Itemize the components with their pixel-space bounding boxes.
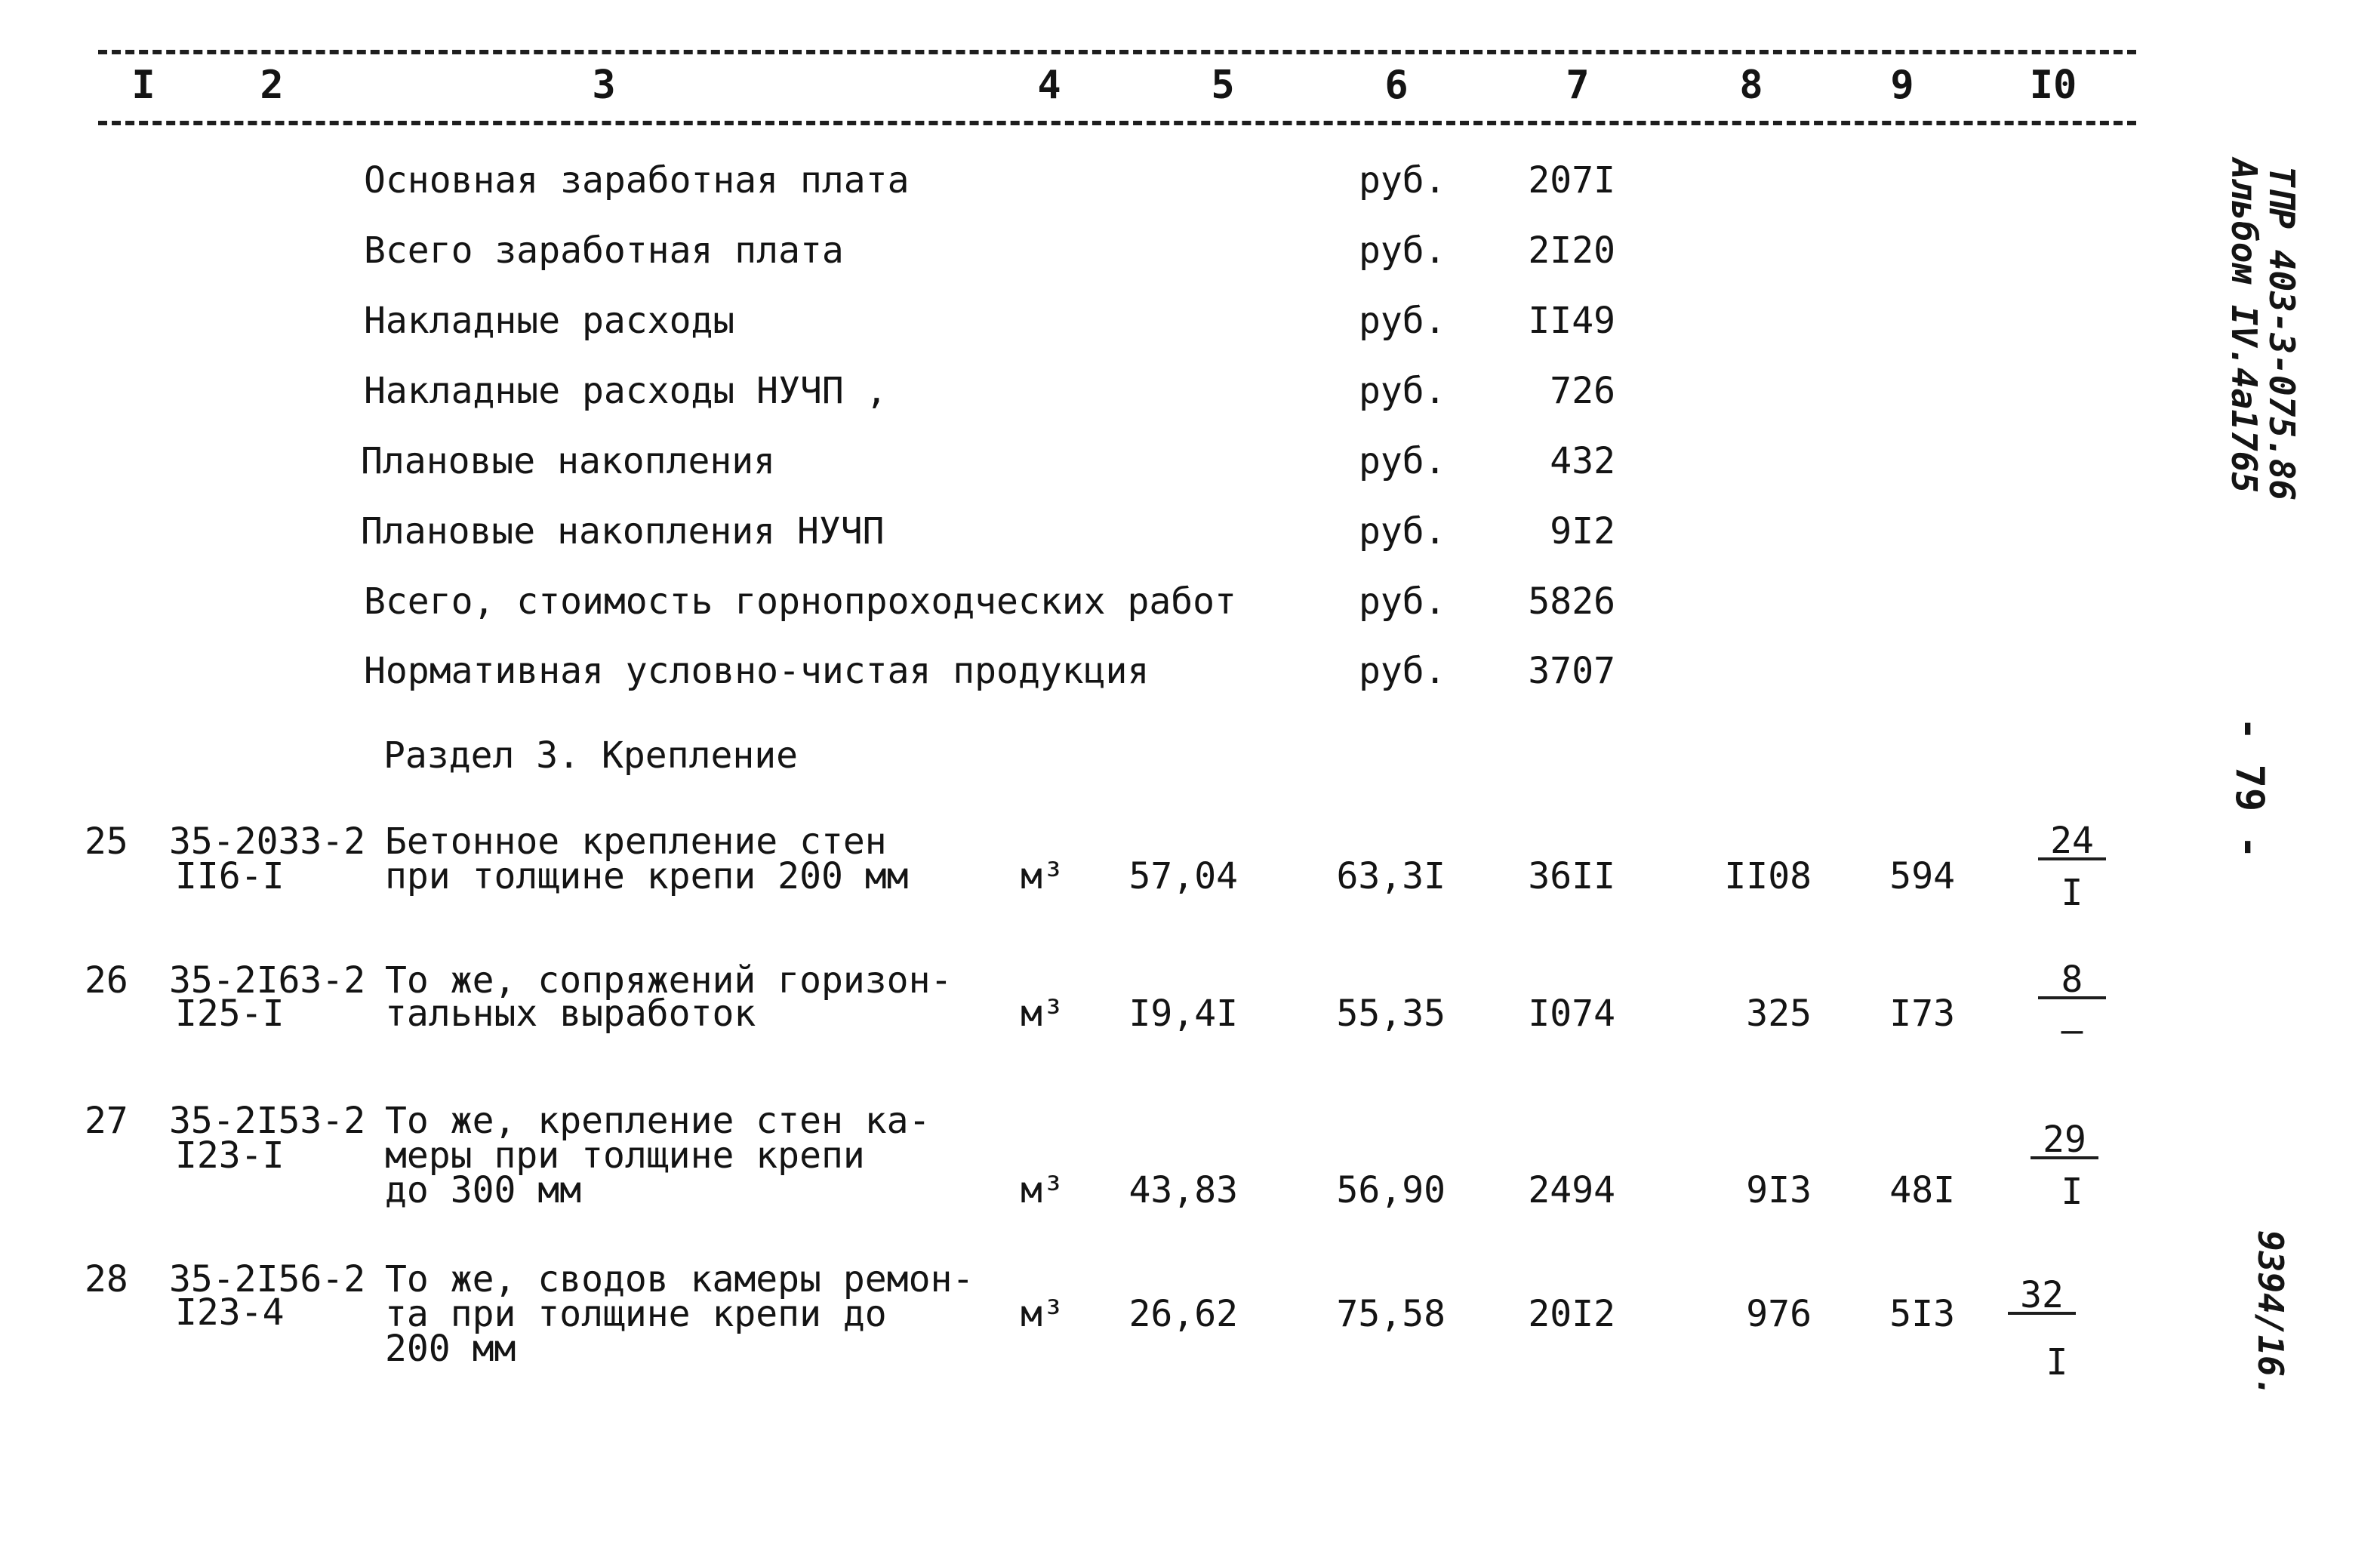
row-description-line: меры при толщине крепи [385, 1134, 865, 1177]
row-unit: м³ [1021, 993, 1064, 1035]
row-col7: I074 [1528, 993, 1615, 1035]
summary-value: 3707 [1528, 650, 1615, 692]
row-code-primary: 35-2033-2 [169, 820, 366, 863]
row-col5: 43,83 [1128, 1169, 1238, 1211]
column-header-4: 4 [1037, 63, 1061, 108]
row-col10-denominator: – [2061, 1009, 2083, 1051]
row-description-line: Бетонное крепление стен [385, 820, 887, 863]
summary-value: 2I20 [1528, 229, 1615, 272]
row-col10-denominator: I [2046, 1341, 2068, 1383]
row-code-secondary: I23-I [175, 1134, 285, 1177]
row-description-line: То же, крепление стен ка- [385, 1100, 931, 1142]
row-code-secondary: I23-4 [175, 1291, 285, 1334]
summary-value: 726 [1550, 370, 1615, 412]
row-col10-numerator: 29 [2031, 1123, 2098, 1159]
summary-label: Всего заработная плата [364, 229, 844, 272]
row-col6: 56,90 [1336, 1169, 1446, 1211]
row-col9: 48I [1889, 1169, 1955, 1211]
row-col5: 57,04 [1128, 855, 1238, 897]
row-code-secondary: II6-I [175, 855, 285, 897]
row-col7: 36II [1528, 855, 1615, 897]
summary-unit: руб. [1359, 229, 1446, 272]
summary-unit: руб. [1359, 370, 1446, 412]
row-col8: 9I3 [1746, 1169, 1812, 1211]
row-col6: 75,58 [1336, 1293, 1446, 1335]
summary-unit: руб. [1359, 580, 1446, 623]
row-unit: м³ [1021, 1293, 1064, 1335]
row-description-line: та при толщине крепи до [385, 1293, 887, 1335]
summary-label: Плановые накопления НУЧП [361, 510, 885, 552]
column-header-6: 6 [1384, 63, 1409, 108]
row-col10-numerator: 8 [2038, 963, 2106, 999]
page-number: - 79 - [2227, 717, 2272, 859]
stamp-line-1: ТПР 403-3-075.86 [2261, 166, 2302, 501]
header-bottom-rule [98, 121, 2136, 125]
summary-value: 9I2 [1550, 510, 1615, 552]
summary-unit: руб. [1359, 300, 1446, 342]
row-number: 27 [85, 1100, 128, 1142]
summary-label: Всего, стоимость горнопроходческих работ [364, 580, 1236, 623]
row-code-primary: 35-2I53-2 [169, 1100, 366, 1142]
row-description-line: То же, сводов камеры ремон- [385, 1258, 974, 1300]
summary-value: 432 [1550, 440, 1615, 482]
column-header-9: 9 [1890, 63, 1914, 108]
row-col10-numerator: 24 [2038, 824, 2106, 860]
row-col7: 20I2 [1528, 1293, 1615, 1335]
row-code-primary: 35-2I63-2 [169, 959, 366, 1002]
summary-value: 207I [1528, 159, 1615, 202]
column-header-8: 8 [1739, 63, 1763, 108]
row-code-primary: 35-2I56-2 [169, 1258, 366, 1300]
row-col8: II08 [1724, 855, 1812, 897]
summary-label: Накладные расходы [364, 300, 735, 342]
summary-label: Нормативная условно-чистая продукция [364, 650, 1150, 692]
row-code-secondary: I25-I [175, 993, 285, 1035]
summary-value: II49 [1528, 300, 1615, 342]
summary-label: Плановые накопления [361, 440, 776, 482]
summary-value: 5826 [1528, 580, 1615, 623]
row-description-line: до 300 мм [385, 1169, 582, 1211]
row-unit: м³ [1021, 1169, 1064, 1211]
summary-unit: руб. [1359, 510, 1446, 552]
summary-label: Накладные расходы НУЧП , [364, 370, 888, 412]
row-col5: 26,62 [1128, 1293, 1238, 1335]
column-header-3: 3 [592, 63, 616, 108]
row-col7: 2494 [1528, 1169, 1615, 1211]
row-col6: 55,35 [1336, 993, 1446, 1035]
inventory-number: 9394/16. [2250, 1230, 2291, 1398]
row-description-line: тальных выработок [385, 993, 756, 1035]
row-description-line: То же, сопряжений горизон- [385, 959, 953, 1002]
row-number: 25 [85, 820, 128, 863]
row-col8: 325 [1746, 993, 1812, 1035]
stamp-line-2: Альбом IV.4a1765 [2224, 159, 2265, 494]
summary-unit: руб. [1359, 650, 1446, 692]
column-header-2: 2 [260, 63, 284, 108]
row-col6: 63,3I [1336, 855, 1446, 897]
row-description-line: при толщине крепи 200 мм [385, 855, 909, 897]
summary-unit: руб. [1359, 159, 1446, 202]
row-col10-denominator: I [2061, 872, 2083, 914]
column-header-10: I0 [2029, 63, 2077, 108]
row-col10-denominator: I [2061, 1171, 2083, 1213]
section-title: Раздел 3. Крепление [383, 734, 799, 777]
column-header-7: 7 [1566, 63, 1590, 108]
row-col9: 594 [1889, 855, 1955, 897]
row-number: 26 [85, 959, 128, 1002]
header-top-rule [98, 50, 2136, 54]
row-number: 28 [85, 1258, 128, 1300]
row-col10-numerator: 32 [2008, 1279, 2076, 1315]
row-description-line: 200 мм [385, 1328, 516, 1370]
column-header-5: 5 [1211, 63, 1235, 108]
row-unit: м³ [1021, 855, 1064, 897]
row-col8: 976 [1746, 1293, 1812, 1335]
column-header-1: I [131, 63, 155, 108]
row-col9: I73 [1889, 993, 1955, 1035]
summary-unit: руб. [1359, 440, 1446, 482]
summary-label: Основная заработная плата [364, 159, 910, 202]
row-col9: 5I3 [1889, 1293, 1955, 1335]
row-col5: I9,4I [1128, 993, 1238, 1035]
